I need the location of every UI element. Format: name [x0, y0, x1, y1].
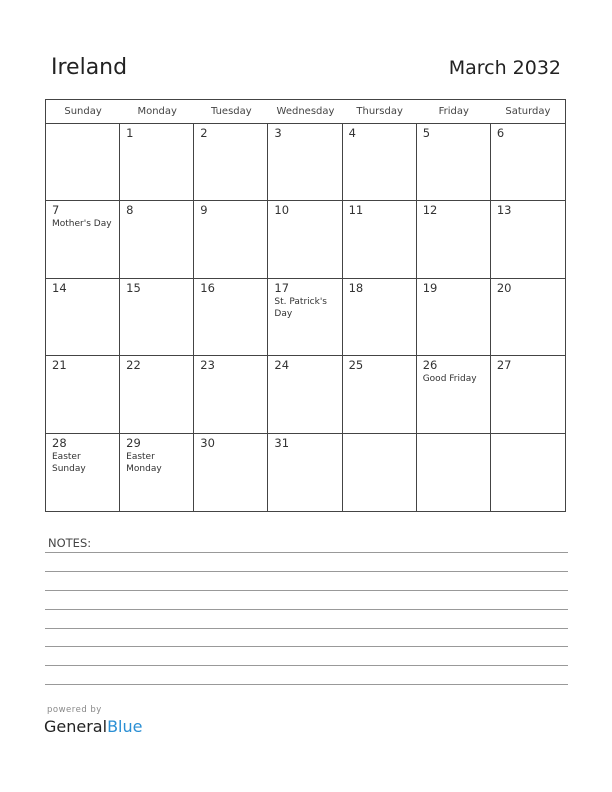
day-cell	[268, 124, 342, 201]
day-cell	[417, 434, 491, 511]
day-cell	[491, 201, 565, 278]
holiday-label: St. Patrick's Day	[274, 296, 327, 319]
day-number: 27	[496, 358, 512, 373]
month-year-title: March 2032	[448, 57, 561, 79]
day-cell	[46, 356, 120, 433]
day-cell	[46, 434, 120, 511]
day-number: 29	[126, 435, 141, 450]
day-number: 28	[52, 435, 67, 450]
notes-label: NOTES:	[48, 536, 92, 550]
brand-general: General	[44, 717, 108, 736]
day-cell	[46, 279, 120, 356]
country-title: Ireland	[51, 55, 128, 80]
powered-by-text: powered by	[47, 705, 102, 715]
note-line	[45, 552, 568, 553]
day-cell	[417, 124, 491, 201]
day-number: 19	[422, 280, 438, 295]
day-cell	[194, 356, 268, 433]
day-cell	[491, 279, 565, 356]
holiday-label: Good Friday	[422, 374, 477, 385]
day-cell	[120, 279, 194, 356]
weekday-header: Thursday	[343, 100, 417, 124]
day-cell	[268, 434, 342, 511]
day-cell	[491, 356, 565, 433]
weekday-header: Tuesday	[194, 100, 268, 124]
day-number: 25	[348, 358, 364, 373]
note-line	[45, 684, 568, 685]
day-cell	[194, 434, 268, 511]
day-cell	[343, 356, 417, 433]
day-cell	[268, 201, 342, 278]
holiday-label: Easter Sunday	[52, 451, 86, 474]
note-line	[45, 665, 568, 666]
day-cell	[46, 124, 120, 201]
day-number: 11	[348, 203, 364, 218]
day-number: 24	[274, 358, 290, 373]
day-number: 4	[348, 126, 356, 140]
day-number: 14	[52, 280, 67, 295]
day-number: 21	[52, 358, 67, 373]
day-number: 1	[126, 126, 134, 140]
day-cell	[194, 279, 268, 356]
weekday-header: Saturday	[491, 100, 565, 124]
day-number: 26	[422, 358, 438, 373]
day-number: 13	[496, 203, 512, 218]
day-number: 31	[274, 435, 290, 450]
day-number: 5	[422, 126, 431, 140]
day-number: 2	[200, 126, 208, 140]
note-line	[45, 628, 568, 629]
weekday-header: Sunday	[46, 100, 120, 124]
day-number: 3	[274, 126, 282, 140]
day-number: 16	[200, 280, 215, 295]
day-number: 6	[496, 126, 505, 140]
day-number: 22	[126, 358, 141, 373]
day-cell	[343, 201, 417, 278]
day-cell	[46, 201, 120, 278]
day-number: 7	[52, 203, 60, 218]
day-cell	[194, 201, 268, 278]
weekday-header: Monday	[120, 100, 194, 124]
note-line	[45, 609, 568, 610]
day-number: 23	[200, 358, 215, 373]
day-cell	[417, 201, 491, 278]
day-cell	[120, 434, 194, 511]
day-cell	[268, 279, 342, 356]
day-number: 9	[200, 203, 208, 218]
day-number: 18	[348, 280, 364, 295]
holiday-label: Mother's Day	[52, 219, 112, 230]
day-cell	[343, 279, 417, 356]
day-cell	[120, 356, 194, 433]
day-cell	[491, 124, 565, 201]
day-cell	[268, 356, 342, 433]
note-line	[45, 590, 568, 591]
calendar-grid	[45, 99, 566, 512]
day-number: 8	[126, 203, 134, 218]
day-cell	[343, 124, 417, 201]
brand-blue: Blue	[107, 717, 143, 736]
day-cell	[417, 356, 491, 433]
day-cell	[343, 434, 417, 511]
day-number: 15	[126, 280, 141, 295]
weekday-header: Friday	[417, 100, 491, 124]
day-cell	[120, 124, 194, 201]
weekday-header: Wednesday	[268, 100, 342, 124]
generalblue-logo[interactable]	[44, 717, 142, 736]
day-number: 20	[496, 280, 512, 295]
note-line	[45, 571, 568, 572]
day-number: 10	[274, 203, 290, 218]
day-cell	[194, 124, 268, 201]
day-number: 17	[274, 280, 290, 295]
note-line	[45, 646, 568, 647]
day-number: 12	[422, 203, 438, 218]
holiday-label: Easter Monday	[126, 451, 162, 474]
day-number: 30	[200, 435, 215, 450]
day-cell	[491, 434, 565, 511]
day-cell	[417, 279, 491, 356]
day-cell	[120, 201, 194, 278]
